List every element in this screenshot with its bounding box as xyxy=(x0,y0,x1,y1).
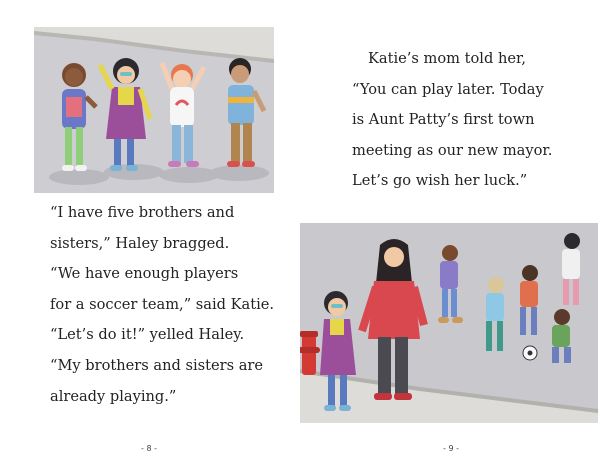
text-line: for a soccer team,” said Katie. xyxy=(50,295,275,313)
page-number-left: - 8 - xyxy=(141,444,157,453)
text-line: “We have enough players xyxy=(50,265,239,283)
page-number-right: - 9 - xyxy=(443,444,459,453)
illustration-four-children xyxy=(34,27,274,193)
text-line: “Let’s do it!” yelled Haley. xyxy=(50,326,245,344)
text-line: “I have five brothers and xyxy=(50,204,235,221)
text-line: Katie’s mom told her, xyxy=(368,50,526,67)
text-line: “You can play later. Today xyxy=(352,80,544,98)
mom-soccer-svg xyxy=(300,223,598,423)
right-page xyxy=(300,0,600,465)
text-line: sisters,” Haley bragged. xyxy=(50,234,230,252)
soccer-ball xyxy=(523,346,537,360)
children-cheering-svg xyxy=(34,27,274,193)
illustration-mom-and-soccer-kids xyxy=(300,223,598,423)
text-line: meeting as our new mayor. xyxy=(352,141,553,159)
text-line: Let’s go wish her luck.” xyxy=(352,172,528,190)
right-page-text xyxy=(352,44,552,197)
text-line: already playing.” xyxy=(50,387,177,405)
text-line: is Aunt Patty’s first town xyxy=(352,111,535,129)
left-page-text xyxy=(50,198,274,412)
text-line: “My brothers and sisters are xyxy=(50,356,264,374)
